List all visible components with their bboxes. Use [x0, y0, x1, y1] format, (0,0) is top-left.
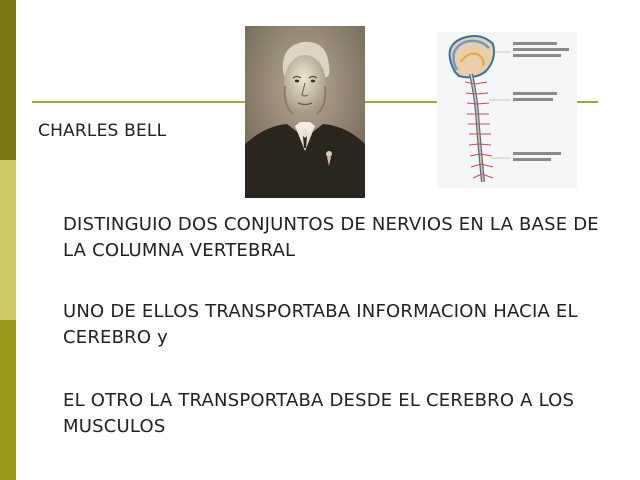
paragraph-sensory: UNO DE ELLOS TRANSPORTABA INFORMACION HACIA EL CEREBRO y — [63, 301, 578, 348]
nervous-system-diagram — [437, 32, 577, 188]
slide-title: CHARLES BELL — [38, 121, 167, 141]
paragraph-nerve-sets: DISTINGUIO DOS CONJUNTOS DE NERVIOS EN LA BASE DE LA COLUMNA VERTEBRAL — [63, 214, 599, 261]
left-accent-bar-top — [0, 0, 16, 160]
paragraph-motor: EL OTRO LA TRANSPORTABA DESDE EL CEREBRO A LOS MUSCULOS — [63, 390, 575, 437]
charles-bell-portrait — [245, 26, 365, 198]
left-accent-bar-bottom — [0, 320, 16, 480]
left-accent-bar-middle — [0, 160, 16, 320]
